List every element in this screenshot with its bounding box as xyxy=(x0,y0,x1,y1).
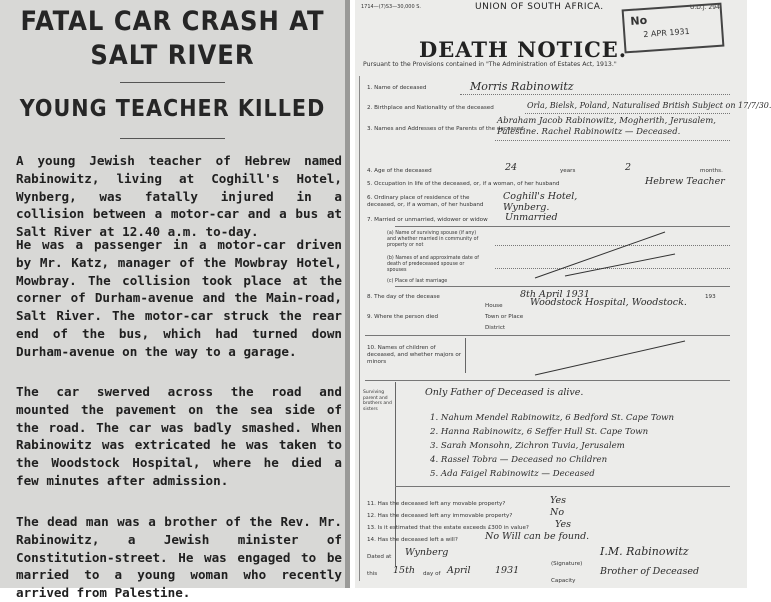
field-9-label: 9. Where the person died xyxy=(367,314,439,320)
field-11-value: Yes xyxy=(550,495,566,506)
field-4-label: 4. Age of the deceased xyxy=(367,168,432,174)
field-7b-label: (b) Names of and approximate date of death of predeceased spouse or spouses xyxy=(387,256,479,273)
field-14-value: No Will can be found. xyxy=(485,531,590,542)
field-4-years-value: 24 xyxy=(505,162,518,173)
article-paragraph-3: The car swerved across the road and mounted the pavement on the sea side of the road. The car was badly smashed. When Rabinowitz was extricated he was taken to the Woodstock Hospital, where he died a few minutes after admission. xyxy=(16,384,342,488)
field-2-label: 2. Birthplace and Nationality of the deceased xyxy=(367,105,494,111)
field-7a-label: (a) Name of surviving spouse (if any) and whether married in community of property or not xyxy=(387,231,479,248)
field-7-value: Unmarried xyxy=(505,212,558,223)
field-10-strike-line xyxy=(535,335,695,380)
capacity-value: Brother of Deceased xyxy=(600,566,700,577)
field-3-line xyxy=(495,140,730,141)
form-title: DEATH NOTICE. xyxy=(419,37,628,62)
month-value: April xyxy=(447,565,471,576)
field-7c-label: (c) Place of last marriage xyxy=(387,279,448,284)
dated-at-label: Dated at xyxy=(367,554,392,560)
field-7-strike-lines xyxy=(525,226,685,281)
field-9-town-label: Town or Place xyxy=(485,314,524,320)
field-7-block-bottom xyxy=(395,286,730,287)
article-paragraph-1: A young Jewish teacher of Hebrew named Rabinowitz, living at Coghill's Hotel, Wynberg, was fatally injured in a collision between a motor-car and a bus at Salt River at 12.40 a.m. to-day. xyxy=(16,153,342,240)
field-10-divider xyxy=(365,380,730,381)
field-11-label: 11. Has the deceased left any movable property? xyxy=(367,501,506,507)
field-12-value: No xyxy=(550,507,565,518)
field-4-years-label: years xyxy=(560,168,576,174)
margin-rule xyxy=(359,76,360,581)
form-code: U.D.J. 294. xyxy=(690,4,722,11)
article-paragraph-4: The dead man was a brother of the Rev. Mr. Rabinowitz, a Jewish minister of Constitution-street. He was engaged to be married to a young woman who recently arrived from Palestine. xyxy=(16,514,342,601)
siblings-note: Only Father of Deceased is alive. xyxy=(425,387,584,398)
field-4-months-value: 2 xyxy=(625,162,632,173)
field-10-label: 10. Names of children of deceased, and whether majors or minors xyxy=(367,345,462,365)
subheadline: YOUNG TEACHER KILLED xyxy=(19,96,326,122)
field-12-label: 12. Has the deceased left any immovable property? xyxy=(367,513,513,519)
article-paragraph-2: He was a passenger in a motor-car driven by Mr. Katz, manager of the Mowbray Hotel, Mowbray. The collision took place at the corner of Durham-avenue and the Main-road, Salt River. The motor-car struck the rear end of the bus, which had turned down Durham-avenue on the way to a garage. xyxy=(16,237,342,359)
field-13-label: 13. Is it estimated that the estate exceeds £300 in value? xyxy=(367,525,529,531)
sibling-3: 3. Sarah Monsohn, Zichron Tuvia, Jerusalem xyxy=(430,441,625,451)
siblings-label: Surviving parent and brothers and sisters xyxy=(363,390,392,412)
year-value: 1931 xyxy=(495,565,520,576)
sibling-4: 4. Rassel Tobra — Deceased no Children xyxy=(430,455,608,465)
field-8-label: 8. The day of the decease xyxy=(367,294,440,300)
day-of-label: day of xyxy=(423,571,441,577)
field-8-year-prefix: 193 xyxy=(705,294,716,300)
dated-at-value: Wynberg xyxy=(405,547,449,558)
field-4-months-label: months. xyxy=(700,168,723,174)
death-notice-form xyxy=(355,0,771,588)
headline-line-2: SALT RIVER xyxy=(90,40,255,71)
sibling-1: 1. Nahum Mendel Rabinowitz, 6 Bedford St. Cape Town xyxy=(430,413,675,423)
subheadline-rule xyxy=(120,138,225,139)
field-13-value: Yes xyxy=(555,519,571,530)
headline-rule xyxy=(120,82,225,83)
field-9-district-label: District xyxy=(485,325,506,331)
received-stamp xyxy=(622,3,725,54)
form-subtitle: Pursuant to the Provisions contained in "The Administration of Estates Act, 1913." xyxy=(363,61,617,68)
clipping-edge xyxy=(345,0,350,588)
field-2-value: Orla, Bielsk, Poland, Naturalised British Subject on 17/7/30. xyxy=(527,101,771,110)
field-14-label: 14. Has the deceased left a will? xyxy=(367,537,458,543)
signature-value: I.M. Rabinowitz xyxy=(600,545,689,558)
field-8-value: 8th April 1931 xyxy=(520,289,590,300)
field-6-label: 6. Ordinary place of residence of the deceased, or, if a woman, of her husband xyxy=(367,195,484,208)
stamp-date: 2 APR 1931 xyxy=(643,26,690,40)
sibling-5: 5. Ada Faigel Rabinowitz — Deceased xyxy=(430,469,595,479)
day-value: 15th xyxy=(393,565,416,576)
union-heading: UNION OF SOUTH AFRICA. xyxy=(475,2,604,12)
field-9-house-label: House xyxy=(485,303,503,309)
field-7-label: 7. Married or unmarried, widower or widow xyxy=(367,217,488,223)
siblings-divider xyxy=(395,486,730,487)
field-5-label: 5. Occupation in life of the deceased, or, if a woman, of her husband xyxy=(367,181,560,187)
field-1-label: 1. Name of deceased xyxy=(367,85,427,91)
signature-label: (Signature) xyxy=(551,561,583,567)
sibling-2: 2. Hanna Rabinowitz, 6 Seffer Hull St. Cape Town xyxy=(430,427,649,437)
field-10-vrule xyxy=(465,338,466,373)
field-2-line xyxy=(525,113,730,114)
field-3-value: Abraham Jacob Rabinowitz, Mogherith, Jerusalem, Palestine. Rachel Rabinowitz — Deceased. xyxy=(497,116,716,137)
headline-line-1: FATAL CAR CRASH AT xyxy=(20,6,325,37)
newspaper-clipping xyxy=(0,0,350,601)
stamp-number: No xyxy=(629,13,648,28)
field-5-value: Hebrew Teacher xyxy=(645,176,725,187)
field-1-value: Morris Rabinowitz xyxy=(470,80,574,93)
field-9-value: Woodstock Hospital, Woodstock. xyxy=(530,297,687,308)
capacity-label: Capacity xyxy=(551,578,576,584)
field-1-line xyxy=(460,94,730,95)
day-label: this xyxy=(367,571,378,577)
print-code: 1714—(7)S3—30,000 S. xyxy=(361,4,422,10)
field-6-value: Coghill's Hotel, Wynberg. xyxy=(503,191,578,213)
field-3-label: 3. Names and Addresses of the Parents of the deceased xyxy=(367,126,524,132)
